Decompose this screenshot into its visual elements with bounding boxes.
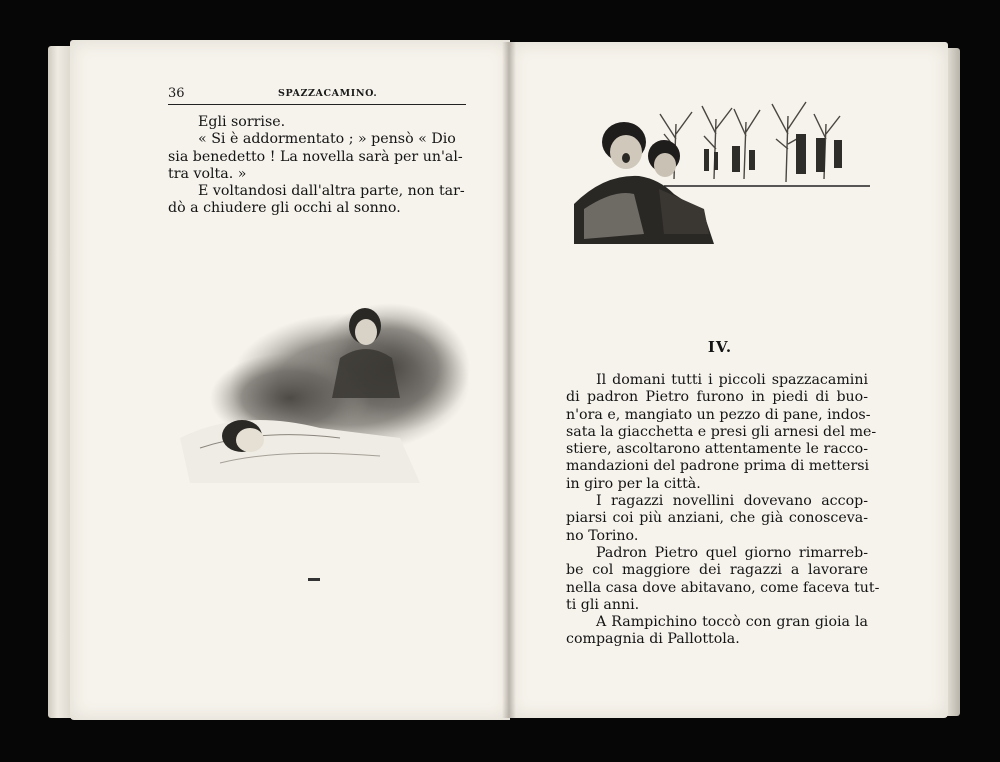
text-line: ti gli anni. xyxy=(566,596,640,613)
text-line: Padron Pietro quel giorno rimarreb- xyxy=(596,544,868,561)
text-line: Egli sorrise. xyxy=(198,114,286,130)
text-line: in giro per la città. xyxy=(566,475,701,492)
left-page-text xyxy=(168,114,468,218)
running-title: SPAZZACAMINO. xyxy=(278,88,378,99)
text-line: Il domani tutti i piccoli spazzacamini xyxy=(596,372,868,388)
page-header xyxy=(168,86,466,105)
text-line: no Torino. xyxy=(566,527,639,544)
right-page-text xyxy=(566,372,880,649)
text-line: dò a chiudere gli occhi al sonno. xyxy=(168,200,401,217)
text-line: piarsi coi più anziani, che già conosceva- xyxy=(566,510,868,527)
text-line: sata la giacchetta e presi gli arnesi del me- xyxy=(566,423,877,440)
text-line: compagnia di Pallottola. xyxy=(566,631,740,648)
text-line: be col maggiore dei ragazzi a lavorare xyxy=(566,562,868,579)
chapter-heading: IV. xyxy=(707,338,733,356)
chimney-sweeps-illustration xyxy=(564,94,872,256)
text-line: « Si è addormentato ; » pensò « Dio xyxy=(198,131,456,148)
page-stack-right xyxy=(946,48,960,716)
text-line: mandazioni del padrone prima di mettersi xyxy=(566,458,870,475)
text-line: E voltandosi dall'altra parte, non tar- xyxy=(198,183,465,200)
page-stack-left xyxy=(48,46,72,718)
ink-mark xyxy=(308,578,320,581)
text-line: sia benedetto ! La novella sarà per un'al- xyxy=(168,148,463,165)
text-line: stiere, ascoltarono attentamente le racco- xyxy=(566,441,868,458)
dream-illustration xyxy=(180,288,480,488)
book-gutter xyxy=(502,42,516,718)
page-number: 36 xyxy=(168,86,185,101)
text-line: A Rampichino toccò con gran gioia la xyxy=(596,614,868,631)
text-line: I ragazzi novellini dovevano accop- xyxy=(596,493,868,510)
text-line: n'ora e, mangiato un pezzo di pane, indos- xyxy=(566,406,871,423)
text-line: nella casa dove abitavano, come faceva tut- xyxy=(566,579,880,596)
text-line: di padron Pietro furono in piedi di buo- xyxy=(566,389,868,406)
text-line: tra volta. » xyxy=(168,165,247,182)
